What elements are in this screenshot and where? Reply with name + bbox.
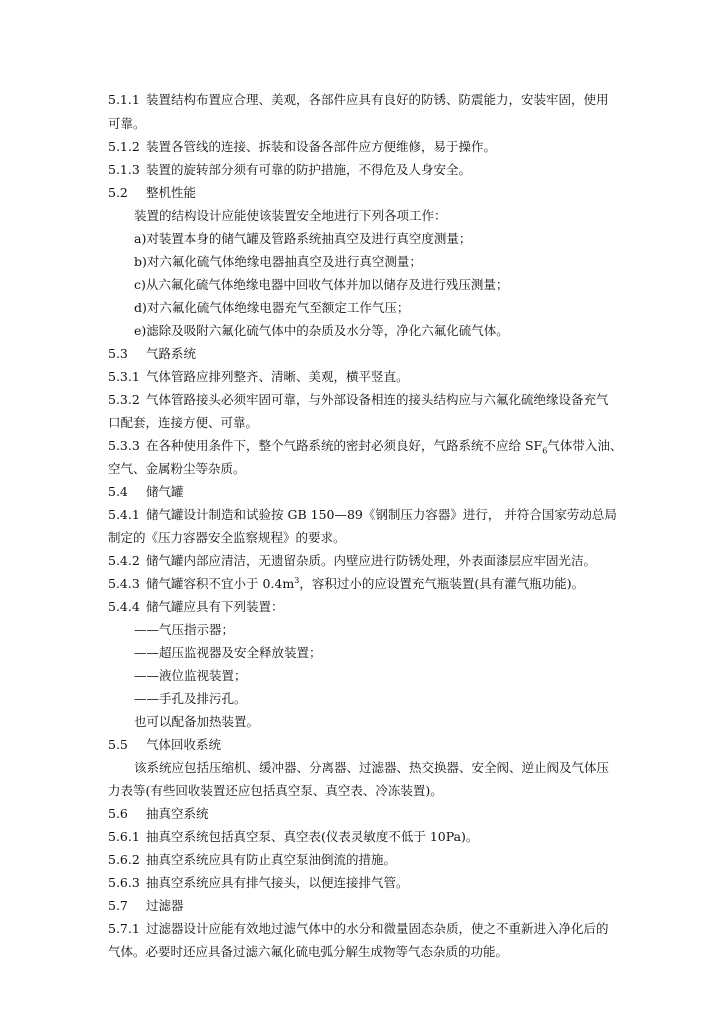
clause-number: 5.6.3 [108, 875, 140, 890]
clause-text: 抽真空系统包括真空泵、真空表(仪表灵敏度不低于 10Pa)。 [146, 829, 479, 844]
clause-text: 该系统应包括压缩机、缓冲器、分离器、过滤器、热交换器、安全阀、逆止阀及气体压 [134, 760, 610, 775]
clause-text: 装置结构布置应合理、美观，各部件应具有良好的防锈、防震能力，安装牢固，使用 [146, 92, 609, 107]
section-heading: 整机性能 [146, 185, 197, 200]
clause-number: 5.3.1 [108, 369, 140, 384]
clause-text: 制定的《压力容器安全监察规程》的要求。 [108, 530, 346, 545]
para-continuation [0, 530, 724, 546]
clause-number: 5.7.1 [108, 921, 140, 936]
para-note [0, 714, 724, 730]
clause-number: 5.3.3 [108, 438, 140, 453]
heading-5-3 [0, 346, 724, 362]
clause-text: ——手孔及排污孔。 [134, 691, 247, 706]
clause-text: 装置的旋转部分须有可靠的防护措施，不得危及人身安全。 [146, 162, 472, 177]
clause-text: 可靠。 [108, 116, 146, 131]
para-5-7-1 [0, 921, 724, 937]
section-heading: 气体回收系统 [146, 737, 222, 752]
clause-text: e)滤除及吸附六氟化硫气体中的杂质及水分等，净化六氟化硫气体。 [134, 323, 509, 338]
section-heading: 储气罐 [146, 484, 184, 499]
list-item-a [0, 231, 724, 247]
para-5-4-1 [0, 507, 724, 523]
heading-5-2 [0, 185, 724, 201]
clause-text: ——气压指示器； [134, 622, 235, 637]
superscript: 3 [294, 576, 300, 585]
clause-text: 储气罐应具有下列装置： [146, 599, 284, 614]
dash-item [0, 622, 724, 638]
clause-number: 5.1.2 [108, 139, 140, 154]
para-5-5 [0, 760, 724, 776]
clause-text: a)对装置本身的储气罐及管路系统抽真空及进行真空度测量； [134, 231, 472, 246]
para-5-3-3 [0, 438, 724, 454]
clause-text: 气体管路应排列整齐、清晰、美观，横平竖直。 [146, 369, 409, 384]
section-heading: 抽真空系统 [146, 806, 209, 821]
clause-text: 储气罐容积不宜小于 0.4m [146, 576, 295, 591]
para-continuation [0, 116, 724, 132]
clause-number: 5.3.2 [108, 392, 140, 407]
list-item-c [0, 277, 724, 293]
clause-number: 5.6.2 [108, 852, 140, 867]
subscript: 6 [542, 446, 548, 454]
list-item-e [0, 323, 724, 339]
clause-number: 5.4 [108, 484, 128, 499]
clause-number: 5.5 [108, 737, 128, 752]
clause-number: 5.2 [108, 185, 128, 200]
heading-5-4 [0, 484, 724, 500]
clause-number: 5.4.2 [108, 553, 140, 568]
para-5-6-3 [0, 875, 724, 891]
para-5-6-2 [0, 852, 724, 868]
dash-item [0, 645, 724, 661]
para-5-1-2 [0, 139, 724, 155]
para-5-4-3 [0, 576, 724, 592]
clause-number: 5.6 [108, 806, 128, 821]
para-continuation [0, 944, 724, 960]
clause-text: 空气、金属粉尘等杂质。 [108, 461, 246, 476]
para-intro [0, 208, 724, 224]
clause-text: b)对六氟化硫气体绝缘电器抽真空及进行真空测量； [134, 254, 422, 269]
para-5-1-1 [0, 92, 724, 108]
list-item-b [0, 254, 724, 270]
heading-5-5 [0, 737, 724, 753]
heading-5-7 [0, 898, 724, 914]
section-heading: 气路系统 [146, 346, 197, 361]
clause-text: 力表等(有些回收装置还应包括真空泵、真空表、冷冻装置)。 [108, 783, 443, 798]
heading-5-6 [0, 806, 724, 822]
dash-item [0, 668, 724, 684]
para-5-1-3 [0, 162, 724, 178]
clause-text: ，容积过小的应设置充气瓶装置(具有灌气瓶功能)。 [299, 576, 585, 591]
clause-text: 过滤器设计应能有效地过滤气体中的水分和微量固态杂质，使之不重新进入净化后的 [146, 921, 609, 936]
clause-number: 5.7 [108, 898, 128, 913]
para-5-4-2 [0, 553, 724, 569]
para-5-3-2 [0, 392, 724, 408]
para-5-3-1 [0, 369, 724, 385]
clause-number: 5.3 [108, 346, 128, 361]
clause-number: 5.4.4 [108, 599, 140, 614]
clause-number: 5.4.1 [108, 507, 140, 522]
clause-text: 抽真空系统应具有排气接头，以便连接排气管。 [146, 875, 409, 890]
list-item-d [0, 300, 724, 316]
clause-text: 装置的结构设计应能使该装置安全地进行下列各项工作： [134, 208, 447, 223]
clause-number: 5.1.1 [108, 92, 140, 107]
clause-text: d)对六氟化硫气体绝缘电器充气至额定工作气压； [134, 300, 410, 315]
para-continuation [0, 783, 724, 799]
clause-text: 储气罐设计制造和试验按 GB 150—89《钢制压力容器》进行， 并符合国家劳动总局 [146, 507, 617, 522]
clause-text: 在各种使用条件下，整个气路系统的密封必须良好，气路系统不应给 SF [146, 438, 543, 453]
clause-number: 5.4.3 [108, 576, 140, 591]
clause-text: 气体带入油、 [547, 438, 623, 453]
clause-text: 抽真空系统应具有防止真空泵油倒流的措施。 [146, 852, 397, 867]
clause-text: 装置各管线的连接、拆装和设备各部件应方便维修，易于操作。 [146, 139, 497, 154]
clause-text: 气体。必要时还应具备过滤六氟化硫电弧分解生成物等气态杂质的功能。 [108, 944, 509, 959]
clause-text: ——超压监视器及安全释放装置； [134, 645, 322, 660]
clause-text: ——液位监视装置； [134, 668, 247, 683]
clause-text: 储气罐内部应清洁，无遗留杂质。内壁应进行防锈处理，外表面漆层应牢固光洁。 [146, 553, 597, 568]
para-continuation [0, 461, 724, 477]
clause-text: 气体管路接头必须牢固可靠，与外部设备相连的接头结构应与六氟化硫绝缘设备充气 [146, 392, 609, 407]
para-5-4-4 [0, 599, 724, 615]
clause-text: 口配套，连接方便、可靠。 [108, 415, 259, 430]
clause-text: 也可以配备加热装置。 [134, 714, 260, 729]
clause-number: 5.6.1 [108, 829, 140, 844]
section-heading: 过滤器 [146, 898, 184, 913]
para-5-6-1 [0, 829, 724, 845]
clause-text: c)从六氟化硫气体绝缘电器中回收气体并加以储存及进行残压测量； [134, 277, 509, 292]
clause-number: 5.1.3 [108, 162, 140, 177]
dash-item [0, 691, 724, 707]
para-continuation [0, 415, 724, 431]
